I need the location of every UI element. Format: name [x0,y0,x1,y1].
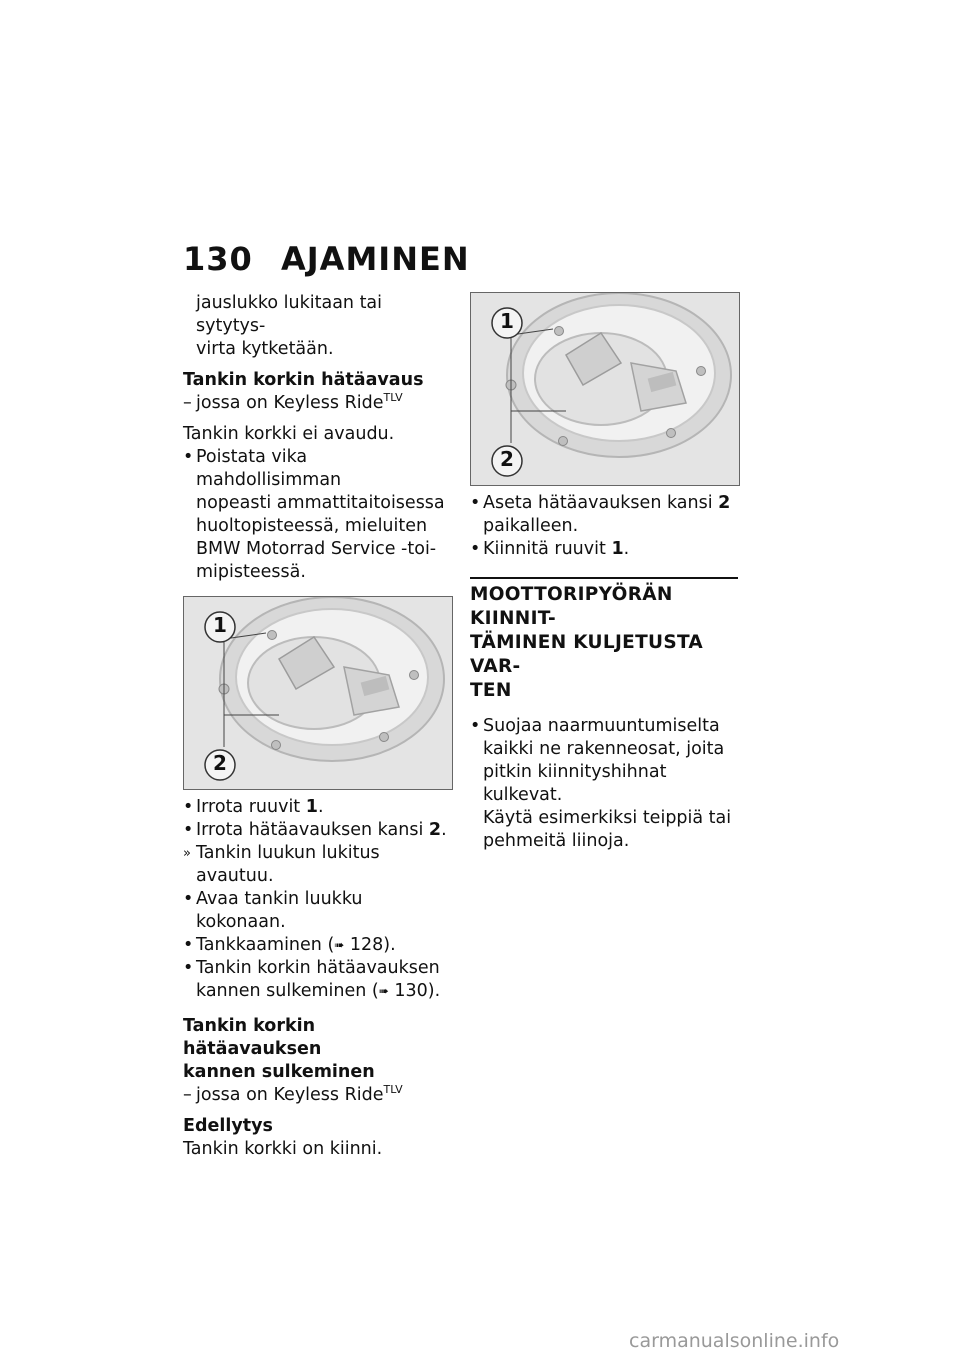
list-line: • Poistata vika mahdollisimman [196,447,342,490]
page-ref-arrow-icon: ➠ [334,938,345,952]
step-punct: . [317,797,324,817]
condition-text: jossa on Keyless Ride [196,393,384,413]
step-fasten-screws [470,538,738,561]
step-text: Tankkaaminen ( [196,935,335,955]
step-text: paikalleen. [483,516,579,536]
step-remove-screws [183,796,453,819]
step-ref-number: 2 [428,820,442,840]
condition-keyless [183,392,453,415]
section-title-closing: Tankin korkin hätäavauksen [183,1016,322,1059]
figure-callout-1: 1 [500,309,514,333]
step-refuelling [183,934,453,957]
step-remove-cover [183,819,453,842]
section-title-line: MOOTTORIPYÖRÄN KIINNIT- [470,584,673,629]
step-ref-number: 1 [305,797,318,817]
step-open-flap: • Avaa tankin luukku kokonaan. [183,888,453,934]
step-text: Irrota ruuvit [196,797,301,817]
precondition-title: Edellytys [183,1116,273,1136]
condition-text: jossa on Keyless Ride [196,1085,384,1105]
step-text: Irrota hätäavauksen kansi [196,820,424,840]
step-text: Aseta hätäavauksen kansi [483,493,713,513]
step-place-cover [470,492,738,538]
step-punct: . [623,539,630,559]
list-line: • Suojaa naarmuuntumiselta [483,716,720,736]
page-header [183,240,470,278]
continued-text-2: virta kytketään. [196,339,334,359]
list-line: kaikki ne rakenneosat, joita [483,739,725,759]
chapter-title: AJAMINEN [281,240,470,278]
step-result [183,842,453,888]
section-title-emergency-opening: Tankin korkin hätäavaus [183,370,424,390]
watermark-site: carmanualsonline.info [629,1330,840,1352]
step-punct: . [441,820,447,840]
list-line: mipisteessä. [196,562,306,582]
fuel-cap-figure-2 [470,292,740,486]
condition-sup: TLV [383,1083,403,1097]
condition-keyless-2 [183,1084,453,1107]
section-title-line: TEN [470,680,512,701]
figure-callout-2: 2 [500,447,514,471]
list-item-repair [183,446,453,584]
left-column [183,292,453,1161]
step-text: kannen sulkeminen ( [196,981,379,1001]
figure-callout-2: 2 [213,751,227,775]
page-ref-link[interactable]: 130). [394,981,441,1001]
precondition-text: Tankin korkki on kiinni. [183,1139,383,1159]
page-ref-arrow-icon: ➠ [378,984,389,998]
list-line: pitkin kiinnityshihnat kulkevat. [483,762,667,805]
page-number: 130 [183,240,253,278]
step-ref-number: 1 [611,539,624,559]
list-line: BMW Motorrad Service -toi- [196,539,437,559]
figure-callout-1: 1 [213,613,227,637]
list-item-protect [470,715,738,853]
step-text: • Tankin korkin hätäavauksen [196,958,440,978]
section-title-line: TÄMINEN KULJETUSTA VAR- [470,632,704,677]
section-title-closing-2: kannen sulkeminen [183,1062,375,1082]
step-text: Kiinnitä ruuvit [483,539,606,559]
list-line: huoltopisteessä, mieluiten [196,516,428,536]
list-line: pehmeitä liinoja. [483,831,630,851]
result-marker: » [183,846,191,861]
condition-sup: TLV [383,391,403,405]
step-close-cover [183,957,453,1003]
fault-text: Tankin korkki ei avaudu. [183,424,395,444]
list-line: Käytä esimerkiksi teippiä tai [483,808,732,828]
page-ref-link[interactable]: 128). [349,935,396,955]
result-text: Tankin luukun lukitus avautuu. [196,843,380,886]
section-title-transport [470,577,738,703]
fuel-cap-figure [183,596,453,790]
right-column [470,292,738,853]
step-ref-number: 2 [718,493,731,513]
list-line: nopeasti ammattitaitoisessa [196,493,445,513]
continued-text-1: jauslukko lukitaan tai sytytys- [196,293,383,336]
